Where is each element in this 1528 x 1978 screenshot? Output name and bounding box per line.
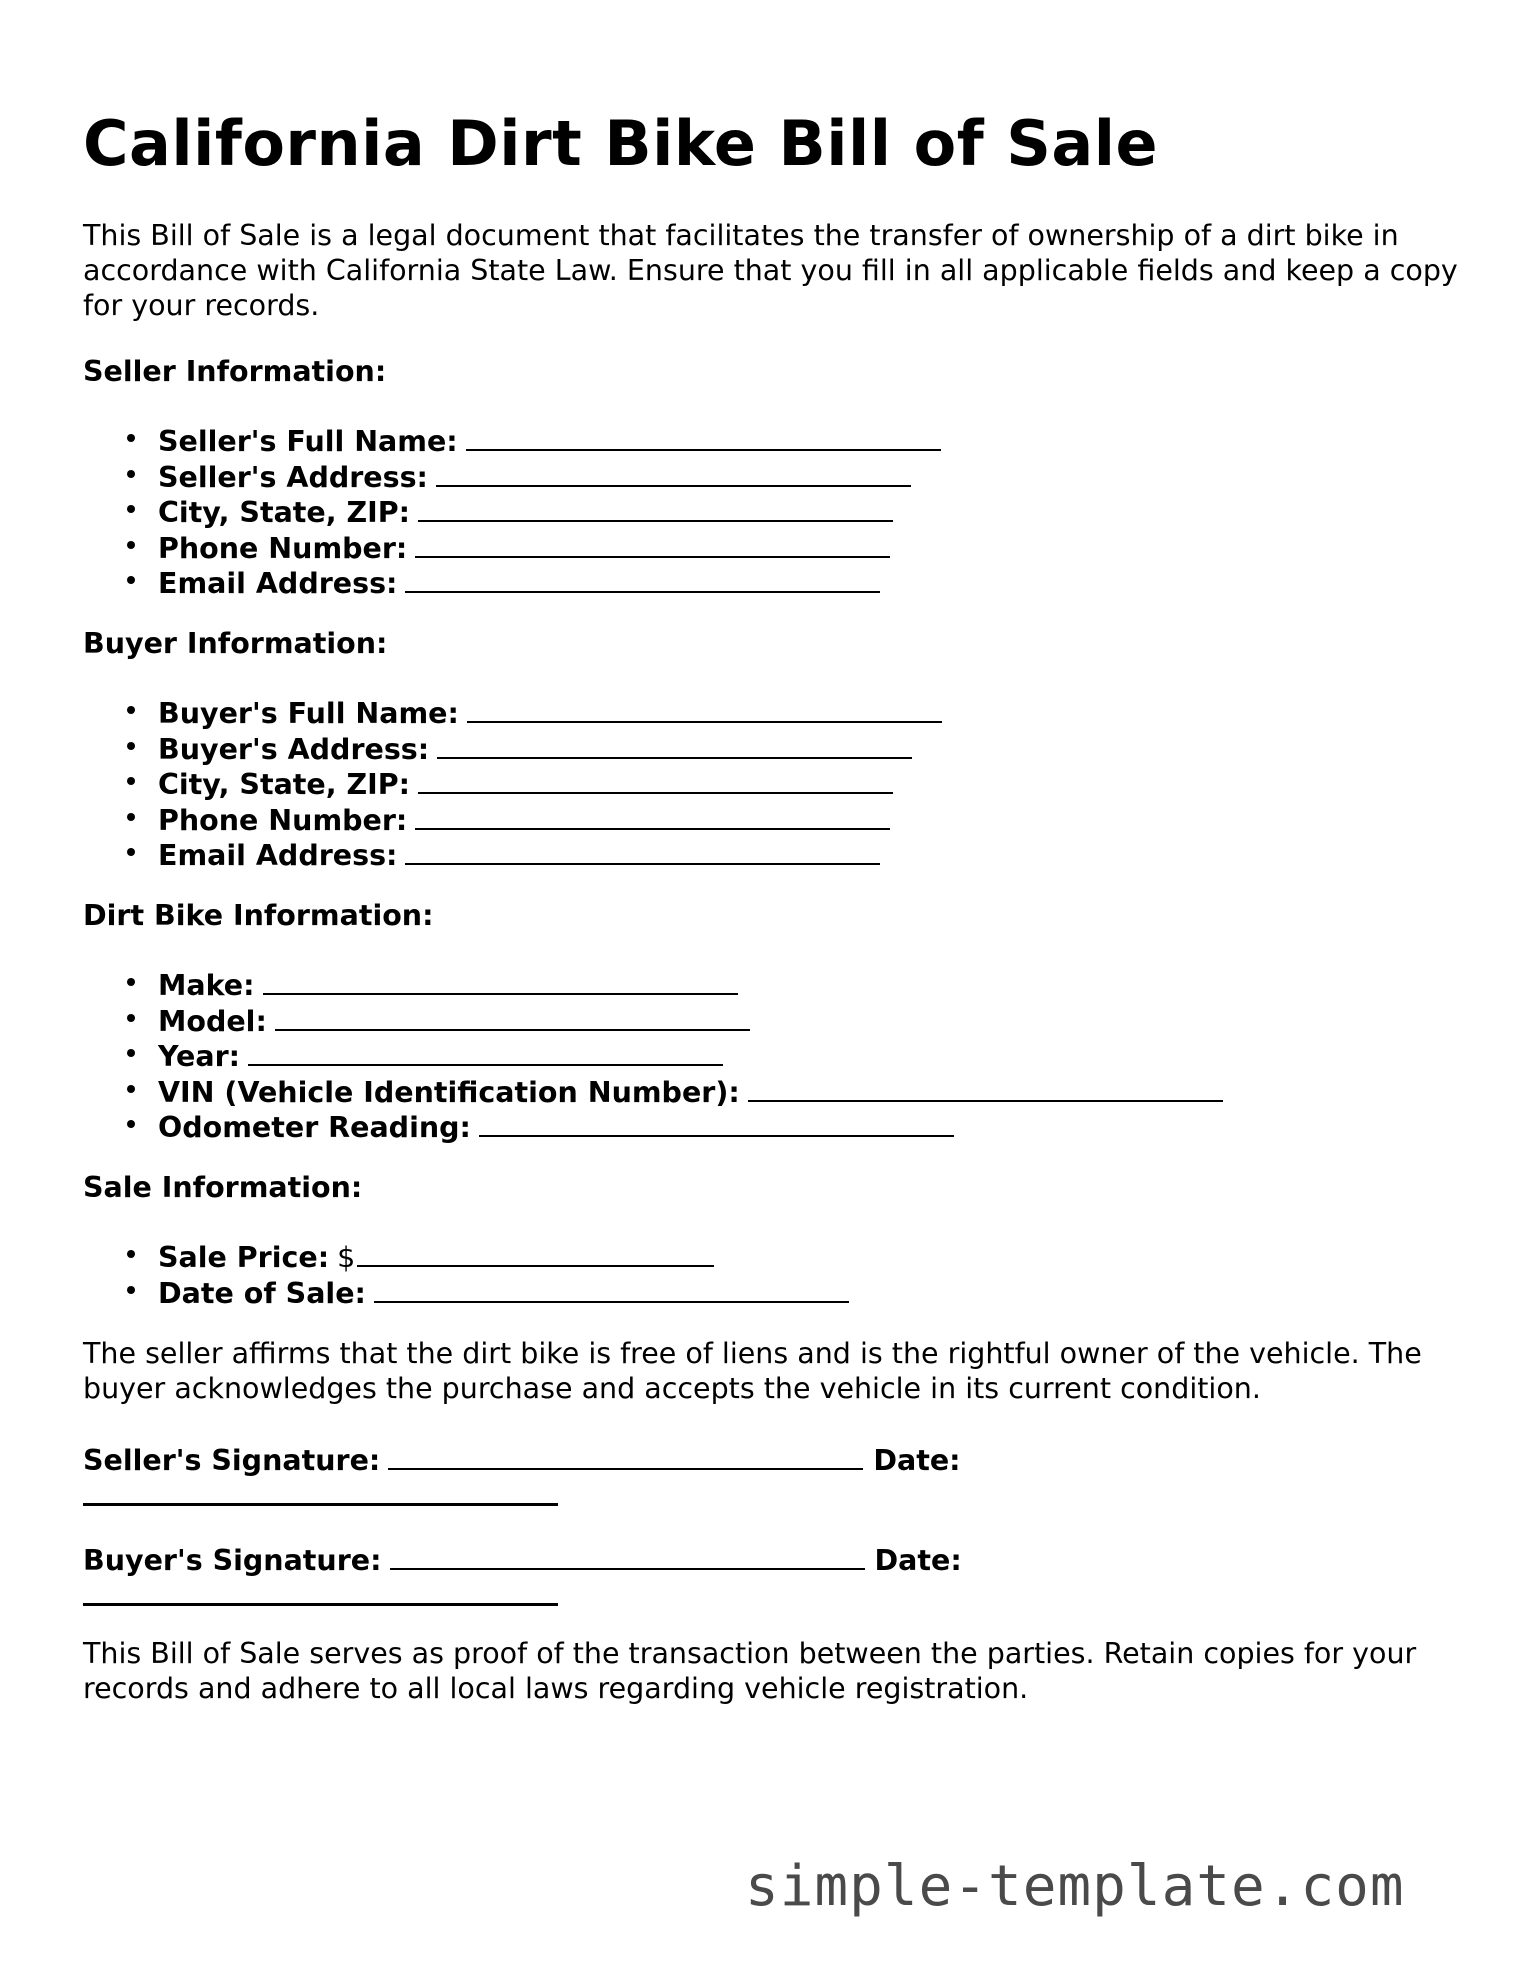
list-item	[83, 798, 942, 837]
year-field[interactable]	[248, 1034, 723, 1066]
buyer-signature-label: Buyer's Signature:	[83, 1544, 382, 1577]
field-label: Seller's Full Name:	[158, 425, 458, 458]
list-item	[83, 561, 941, 600]
field-label: VIN (Vehicle Identification Number):	[158, 1075, 740, 1109]
model-field[interactable]	[275, 999, 750, 1031]
date-of-sale-field[interactable]	[374, 1271, 849, 1303]
seller-phone-field[interactable]	[415, 526, 890, 558]
seller-heading: Seller Information:	[83, 355, 387, 388]
watermark: simple-template.com	[745, 1854, 1405, 1919]
field-label: City, State, ZIP:	[158, 768, 411, 801]
field-label: Phone Number:	[158, 803, 408, 837]
seller-signature-line	[83, 1438, 961, 1478]
list-item	[83, 963, 1223, 1002]
list-item	[83, 455, 941, 494]
buyer-date-label: Date:	[874, 1544, 962, 1577]
intro-paragraph: This Bill of Sale is a legal document that facilitates the transfer of ownership of a dirt bike in accordance with California State Law. Ensure that you fill in all applicable fields and keep a copy for your records.	[83, 219, 1458, 322]
buyer-email-field[interactable]	[405, 833, 880, 865]
closing-paragraph: This Bill of Sale serves as proof of the transaction between the parties. Retain copies for your records and adhere to all local laws regarding vehicle registration.	[83, 1637, 1417, 1705]
field-label: Make:	[158, 969, 255, 1002]
document-title: California Dirt Bike Bill of Sale	[83, 107, 1159, 180]
buyer-full-name-field[interactable]	[467, 691, 942, 723]
field-label: Buyer's Address:	[158, 732, 430, 766]
seller-fields-list	[83, 419, 941, 600]
field-label: Phone Number:	[158, 531, 408, 565]
buyer-signature-line	[83, 1538, 962, 1578]
currency-symbol: $	[337, 1241, 356, 1274]
vin-field[interactable]	[748, 1070, 1223, 1102]
buyer-heading: Buyer Information:	[83, 627, 388, 660]
buyer-date-field[interactable]	[83, 1603, 558, 1606]
field-label: Model:	[158, 1004, 267, 1038]
list-item	[83, 1070, 1223, 1109]
field-label: Odometer Reading:	[158, 1111, 471, 1144]
seller-date-label: Date:	[873, 1444, 961, 1477]
list-item	[83, 833, 942, 872]
list-item	[83, 1105, 1223, 1144]
list-item	[83, 999, 1223, 1038]
field-label: Seller's Address:	[158, 460, 428, 494]
list-item	[83, 1235, 849, 1274]
buyer-signature-field[interactable]	[390, 1538, 865, 1570]
field-label: Email Address:	[158, 839, 398, 872]
seller-email-field[interactable]	[405, 561, 880, 593]
list-item	[83, 419, 941, 458]
list-item	[83, 1034, 1223, 1073]
seller-full-name-field[interactable]	[466, 419, 941, 451]
sale-heading: Sale Information:	[83, 1171, 363, 1204]
sale-fields-list	[83, 1235, 849, 1310]
seller-signature-field[interactable]	[388, 1438, 863, 1470]
buyer-phone-field[interactable]	[415, 798, 890, 830]
seller-city-state-zip-field[interactable]	[418, 490, 893, 522]
list-item	[83, 727, 942, 766]
field-label: Year:	[158, 1040, 241, 1073]
seller-address-field[interactable]	[436, 455, 911, 487]
field-label: Email Address:	[158, 567, 398, 600]
list-item	[83, 762, 942, 801]
bike-heading: Dirt Bike Information:	[83, 899, 434, 932]
field-label: Sale Price:	[158, 1241, 330, 1274]
buyer-city-state-zip-field[interactable]	[418, 762, 893, 794]
buyer-address-field[interactable]	[437, 727, 912, 759]
field-label: Buyer's Full Name:	[158, 697, 459, 730]
list-item	[83, 490, 941, 529]
odometer-field[interactable]	[479, 1105, 954, 1137]
list-item	[83, 691, 942, 730]
list-item	[83, 526, 941, 565]
sale-price-field[interactable]	[357, 1235, 714, 1267]
bike-fields-list	[83, 963, 1223, 1144]
affirmation-paragraph: The seller affirms that the dirt bike is free of liens and is the rightful owner of the vehicle. The buyer acknowledges the purchase and accepts the vehicle in its current condition.	[83, 1337, 1422, 1405]
seller-date-field[interactable]	[83, 1503, 558, 1506]
field-label: City, State, ZIP:	[158, 496, 411, 529]
list-item	[83, 1271, 849, 1310]
field-label: Date of Sale:	[158, 1276, 366, 1310]
seller-signature-label: Seller's Signature:	[83, 1444, 381, 1477]
buyer-fields-list	[83, 691, 942, 872]
make-field[interactable]	[263, 963, 738, 995]
